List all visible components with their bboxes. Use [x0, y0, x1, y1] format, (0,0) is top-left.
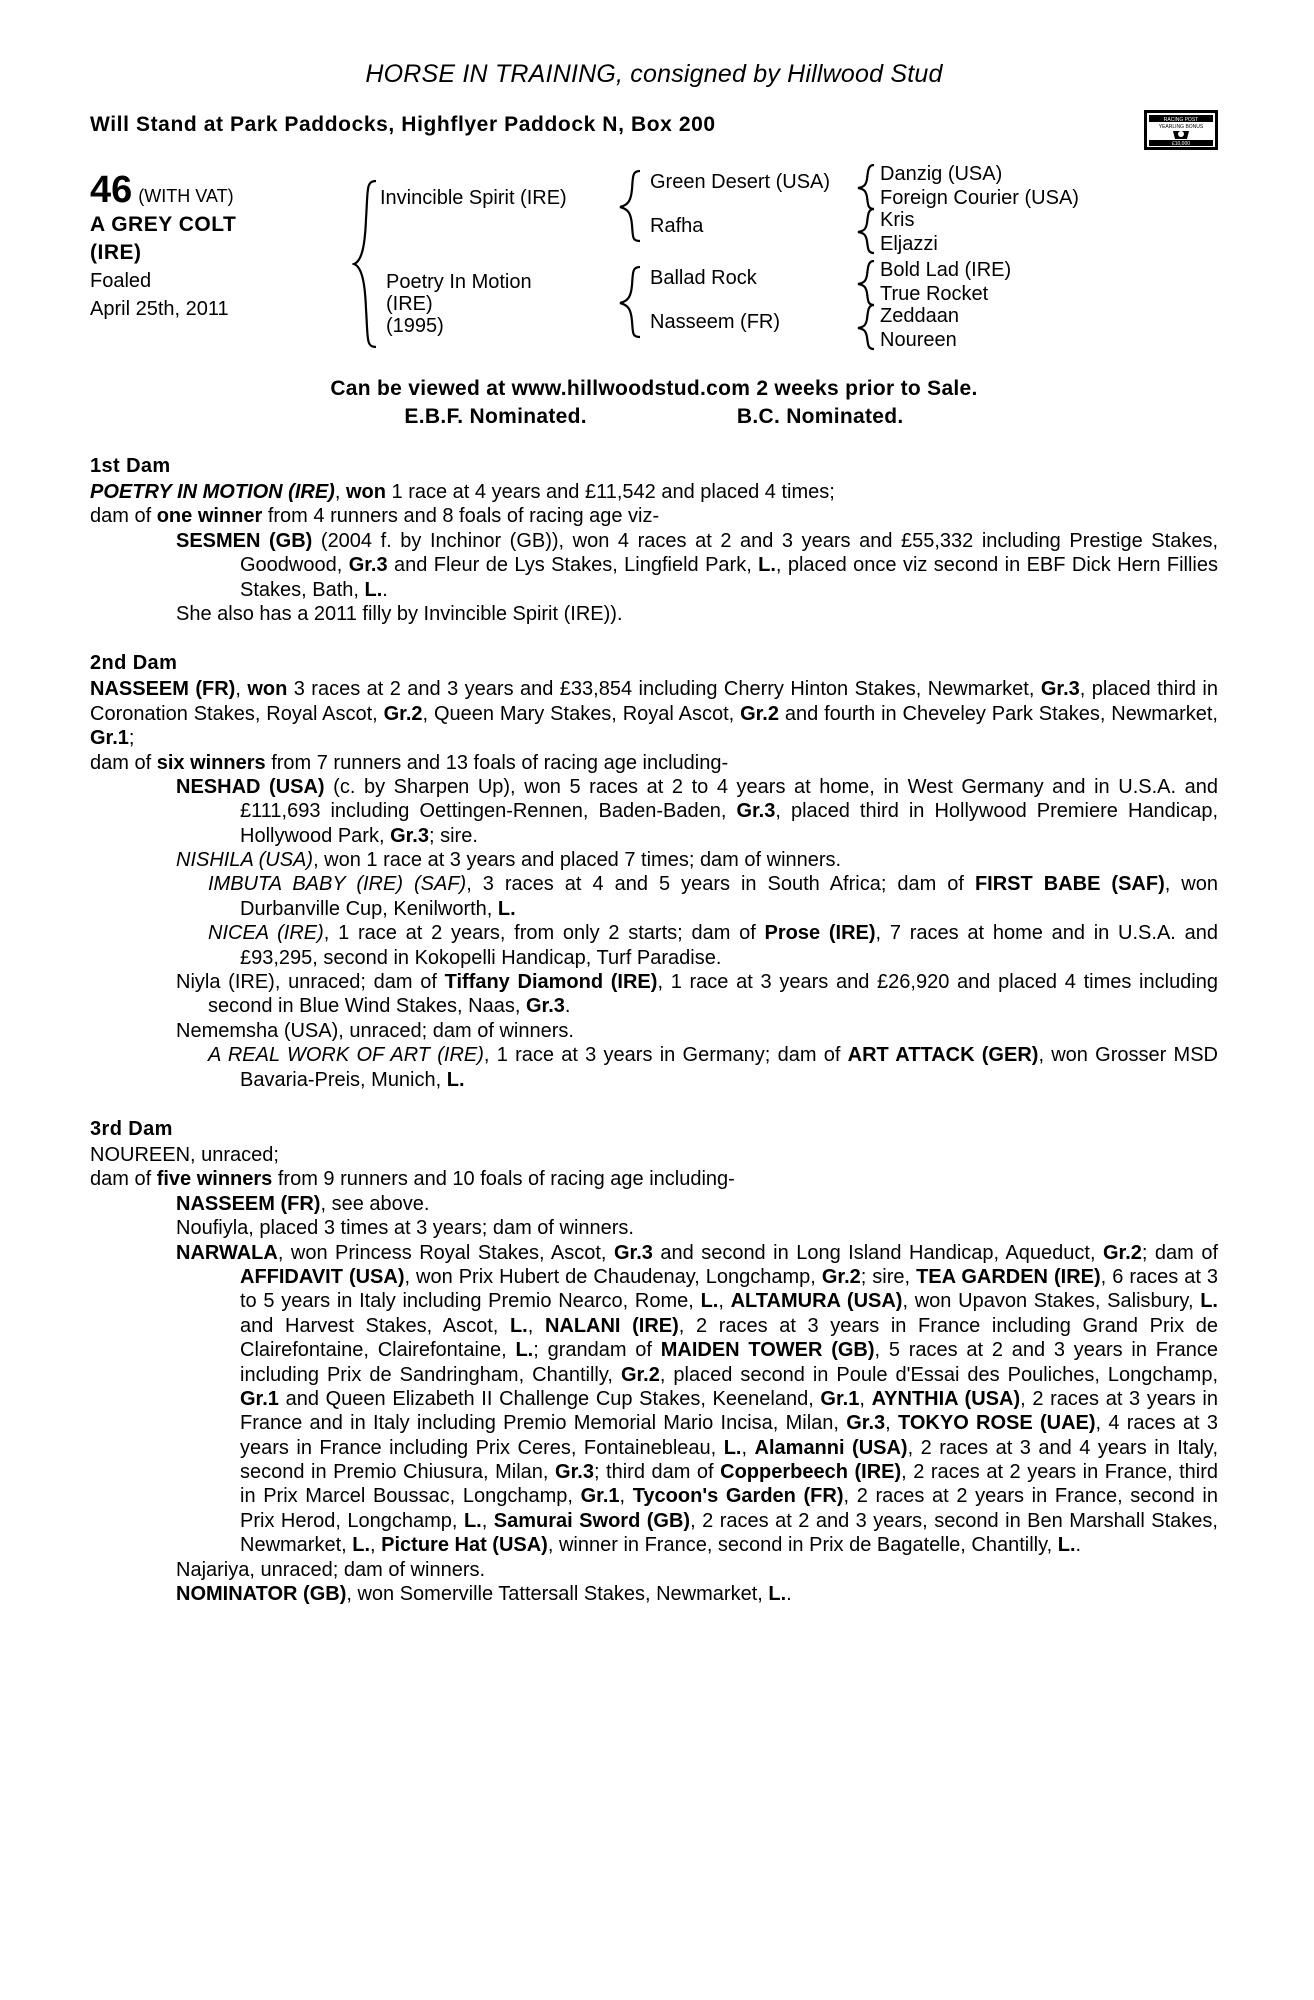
- damof-suffix: from 4 runners and 8 foals of racing age viz-: [262, 505, 660, 528]
- dam-sire-name: Ballad Rock: [650, 267, 757, 289]
- dam-country: (IRE): [386, 293, 433, 315]
- ebf-nominated: E.B.F. Nominated.: [404, 405, 587, 428]
- gg-1: Danzig (USA): [880, 163, 1003, 185]
- entry-neshad: NESHAD (USA) (c. by Sharpen Up), won 5 races at 2 to 4 years at home, in West Germany and in U.S.A. and £111,693 including Oettingen-Rennen, Baden-Baden, Gr.3, placed third in Hollywood Premiere Handicap, Hollywood Park, Gr.3; sire.: [176, 775, 1218, 847]
- damof-prefix: dam of: [90, 505, 157, 528]
- lot-colour-sex: A GREY COLT: [90, 213, 237, 236]
- entry-narwala: NARWALA, won Princess Royal Stakes, Ascot, Gr.3 and second in Long Island Handicap, Aqueduct, Gr.2; dam of AFFIDAVIT (USA), won Prix Hubert de Chaudenay, Longchamp, Gr.2; sire, TEA GARDEN (IRE), 6 races at 3 to 5 years in Italy including Premio Nearco, Rome, L., ALTAMURA (USA), won Upavon Stakes, Salisbury, L. and Harvest Stakes, Ascot, L., NALANI (IRE), 2 races at 3 years in France including Grand Prix de Clairefontaine, Clairefontaine, L.; grandam of MAIDEN TOWER (GB), 5 races at 2 and 3 years in France including Prix de Sandringham, Chantilly, Gr.2, placed second in Poule d'Essai des Pouliches, Longchamp, Gr.1 and Queen Elizabeth II Challenge Cup Stakes, Keeneland, Gr.1, AYNTHIA (USA), 2 races at 3 years in France and in Italy including Premio Memorial Mario Incisa, Milan, Gr.3, TOKYO ROSE (UAE), 4 races at 3 years in France including Prix Ceres, Fontainebleau, L., Alamanni (USA), 2 races at 3 and 4 years in Italy, second in Premio Chiusura, Milan, Gr.3; third dam of Copperbeech (IRE), 2 races at 2 years in France, third in Prix Marcel Boussac, Longchamp, Gr.1, Tycoon's Garden (FR), 2 races at 2 years in France, second in Prix Herod, Longchamp, L., Samurai Sword (GB), 2 races at 2 and 3 years, second in Ben Marshall Stakes, Newmarket, L., Picture Hat (USA), winner in France, second in Prix de Bagatelle, Chantilly, L..: [176, 1241, 1219, 1557]
- gg-4: Eljazzi: [880, 233, 938, 255]
- pedigree-brace-gg4: [856, 303, 876, 353]
- lot-number: 46: [90, 169, 133, 211]
- entry-a-real-work-of-art: A REAL WORK OF ART (IRE), 1 race at 3 years in Germany; dam of ART ATTACK (GER), won Grosser MSD Bavaria-Preis, Munich, L.: [208, 1044, 1218, 1091]
- entry-niyla: Niyla (IRE), unraced; dam of Tiffany Diamond (IRE), 1 race at 3 years and £26,920 and placed 4 times including second in Blue Wind Stakes, Naas, Gr.3.: [176, 971, 1218, 1018]
- entry-nicea: NICEA (IRE), 1 race at 2 years, from only 2 starts; dam of Prose (IRE), 7 races at home and in U.S.A. and £93,295, second in Kokopelli Handicap, Turf Paradise.: [208, 922, 1218, 969]
- nomination-notices: [90, 405, 1218, 429]
- third-dam-produce-line: dam of five winners from 9 runners and 10 foals of racing age including-: [90, 1168, 735, 1191]
- first-dam-heading: 1st Dam: [90, 455, 171, 477]
- svg-text:RACING POST: RACING POST: [1163, 117, 1199, 123]
- first-dam-won: won: [345, 481, 386, 503]
- entry-imbuta-baby: IMBUTA BABY (IRE) (SAF), 3 races at 4 and 5 years in South Africa; dam of FIRST BABE (SAF), won Durbanville Cup, Kenilworth, L.: [208, 873, 1218, 920]
- pedigree-brace-gg2: [856, 207, 876, 257]
- lot-column: [90, 171, 330, 321]
- entry-noufiyla: Noufiyla, placed 3 times at 3 years; dam of winners.: [176, 1217, 634, 1240]
- entry-name-sesmen: SESMEN (GB): [176, 529, 313, 552]
- pedigree-brace-outer: [352, 179, 378, 349]
- entry-najariya: Najariya, unraced; dam of winners.: [176, 1558, 486, 1581]
- entry-nememsha: Nememsha (USA), unraced; dam of winners.: [176, 1019, 574, 1042]
- page-title: HORSE IN TRAINING, consigned by Hillwood Stud: [365, 60, 943, 88]
- racing-post-yearling-bonus-stamp: [1144, 110, 1218, 150]
- sire-name: Invincible Spirit (IRE): [380, 187, 567, 209]
- entry-nishila: NISHILA (USA), won 1 race at 3 years and placed 7 times; dam of winners.: [176, 849, 842, 872]
- second-dam-produce-line: dam of six winners from 7 runners and 13 foals of racing age including-: [90, 751, 729, 774]
- gg-2: Foreign Courier (USA): [880, 187, 1079, 209]
- damof-count: one winner: [156, 505, 263, 528]
- first-dam-note: She also has a 2011 filly by Invincible Spirit (IRE)).: [176, 602, 623, 625]
- pedigree-table: [90, 163, 1218, 375]
- sire-sire-name: Green Desert (USA): [650, 171, 831, 193]
- second-dam-heading: 2nd Dam: [90, 652, 178, 675]
- first-dam-section: [90, 455, 1218, 626]
- second-dam-line: NASSEEM (FR), won 3 races at 2 and 3 years and £33,854 including Cherry Hinton Stakes, Newmarket, Gr.3, placed third in Coronation Stakes, Royal Ascot, Gr.2, Queen Mary Stakes, Royal Ascot, Gr.2 and fourth in Cheveley Park Stakes, Newmarket, Gr.1;: [90, 678, 1219, 750]
- sire-dam-name: Rafha: [650, 215, 704, 237]
- entry-nominator: NOMINATOR (GB), won Somerville Tattersall Stakes, Newmarket, L..: [176, 1583, 792, 1606]
- third-dam-name: NOUREEN, unraced;: [90, 1143, 279, 1166]
- dam-year: (1995): [386, 315, 444, 337]
- pedigree-brace-dam: [618, 265, 642, 341]
- lot-vat-note: (WITH VAT): [138, 186, 234, 206]
- second-dam-section: [90, 652, 1218, 1092]
- dam-name: Poetry In Motion: [386, 271, 532, 293]
- lot-country: (IRE): [90, 241, 142, 265]
- first-dam-produce-line: [90, 504, 1218, 528]
- gg-7: Zeddaan: [880, 305, 959, 327]
- gg-5: Bold Lad (IRE): [880, 259, 1012, 281]
- entry-nasseem-see-above: NASSEEM (FR), see above.: [176, 1192, 430, 1215]
- lot-foaled-date: April 25th, 2011: [90, 298, 229, 321]
- viewing-notice: Can be viewed at www.hillwoodstud.com 2 weeks prior to Sale.: [330, 377, 978, 400]
- bc-nominated: B.C. Nominated.: [736, 405, 904, 428]
- third-dam-section: [90, 1118, 1218, 1606]
- first-dam-record: 1 race at 4 years and £11,542 and placed 4 times;: [385, 481, 835, 503]
- svg-text:£10,000: £10,000: [1171, 141, 1191, 147]
- first-dam-line: POETRY IN MOTION (IRE), won 1 race at 4 years and £11,542 and placed 4 times;: [90, 481, 835, 503]
- first-dam-entry-sesmen: SESMEN (GB) (2004 f. by Inchinor (GB)), won 4 races at 2 and 3 years and £55,332 including Prestige Stakes, Goodwood, Gr.3 and Fleur de Lys Stakes, Lingfield Park, L., placed once viz second in EBF Dick Hern Fillies Stakes, Bath, L..: [176, 529, 1218, 601]
- sire-column: [380, 163, 630, 363]
- svg-text:YEARLING BONUS: YEARLING BONUS: [1158, 124, 1204, 130]
- pedigree-brace-gg3: [856, 259, 876, 309]
- stand-line: Will Stand at Park Paddocks, Highflyer Paddock N, Box 200: [90, 113, 716, 136]
- dam-dam-name: Nasseem (FR): [650, 311, 781, 333]
- pedigree-brace-gg1: [856, 163, 876, 213]
- gg-8: Noureen: [880, 329, 957, 351]
- gg-3: Kris: [880, 209, 915, 231]
- third-dam-heading: 3rd Dam: [90, 1117, 173, 1140]
- gg-6: True Rocket: [880, 283, 989, 305]
- pedigree-brace-sire: [618, 169, 642, 245]
- second-dam-name: NASSEEM (FR): [90, 678, 236, 701]
- lot-foaled-label: Foaled: [90, 270, 152, 293]
- first-dam-name: POETRY IN MOTION (IRE): [90, 481, 335, 503]
